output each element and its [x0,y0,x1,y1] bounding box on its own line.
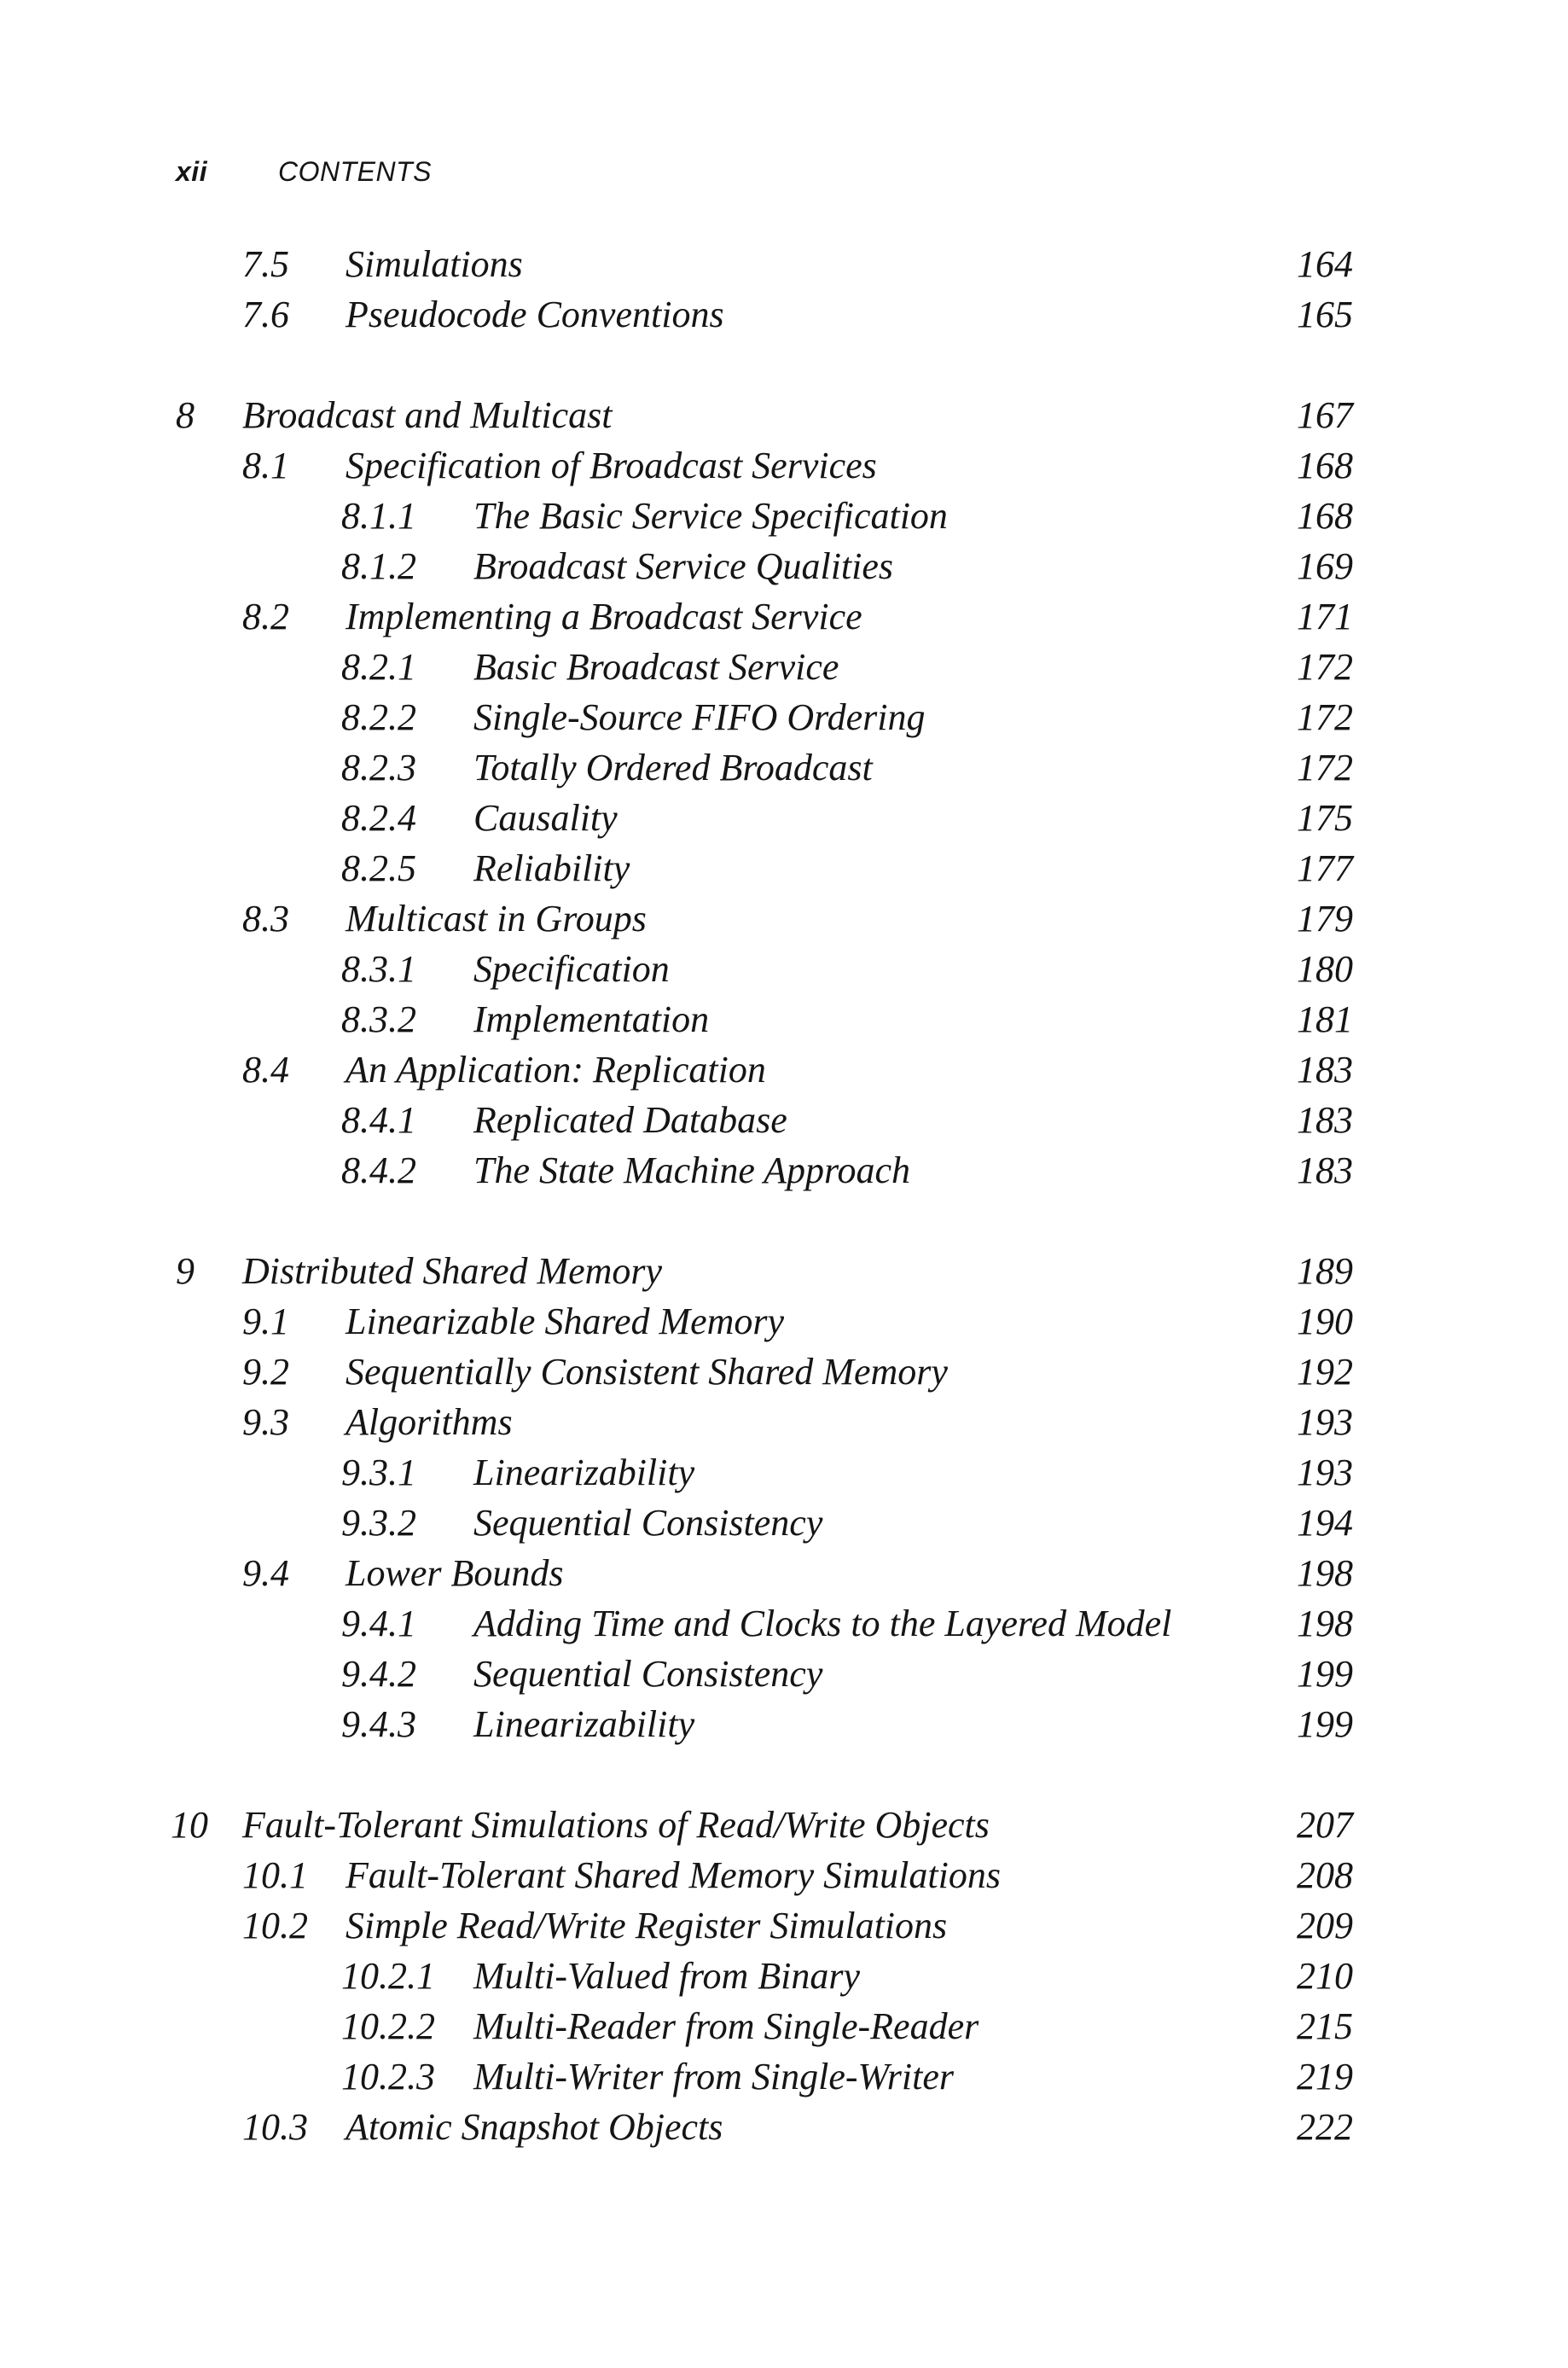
toc-entry-number: 10.2 [242,1905,308,1946]
toc-entry-title: Sequential Consistency [473,1502,823,1544]
toc-entry-number: 8.2.5 [341,847,416,889]
page-folio: xii [176,156,208,187]
toc-entry-page-number: 177 [1297,847,1353,889]
toc-entry-page-number: 219 [1297,2056,1353,2097]
toc-entry-page-number: 194 [1297,1502,1353,1544]
toc-chapter-entry [0,1800,1568,1850]
toc-entry-page-number: 165 [1297,294,1353,335]
toc-subsection-entry [0,1951,1568,2001]
toc-entry-number: 9.4.3 [341,1703,416,1745]
toc-chapter-entry [0,1246,1568,1296]
toc-entry-page-number: 222 [1297,2106,1353,2148]
toc-entry-title: Sequential Consistency [473,1653,823,1695]
toc-subsection-entry [0,944,1568,994]
toc-section-entry [0,2102,1568,2152]
toc-entry-title: Atomic Snapshot Objects [346,2106,723,2148]
toc-entry-page-number: 210 [1297,1955,1353,1997]
toc-entry-number: 8.3.1 [341,948,416,990]
table-of-contents [0,239,1568,2152]
toc-section-entry [0,1347,1568,1397]
toc-entry-page-number: 189 [1297,1250,1353,1292]
toc-subsection-entry [0,1598,1568,1649]
toc-section-entry [0,440,1568,491]
toc-entry-title: Fault-Tolerant Shared Memory Simulations [346,1854,1001,1896]
toc-entry-page-number: 168 [1297,445,1353,486]
toc-entry-number: 8.2.1 [341,646,416,688]
toc-entry-title: Implementing a Broadcast Service [346,596,862,637]
toc-entry-title: Totally Ordered Broadcast [473,747,873,788]
toc-entry-number: 9.2 [242,1351,289,1393]
toc-entry-page-number: 183 [1297,1049,1353,1091]
toc-section-entry [0,1044,1568,1095]
toc-entry-title: Reliability [473,847,630,889]
toc-entry-number: 9.1 [242,1300,289,1342]
toc-subsection-entry [0,1095,1568,1145]
toc-entry-title: Adding Time and Clocks to the Layered Model [473,1603,1172,1644]
toc-entry-title: Multi-Valued from Binary [473,1955,860,1997]
toc-entry-page-number: 199 [1297,1653,1353,1695]
toc-entry-title: Simple Read/Write Register Simulations [346,1905,948,1946]
toc-entry-title: Replicated Database [473,1099,787,1141]
toc-entry-number: 10.1 [242,1854,308,1896]
toc-section-entry [0,239,1568,289]
toc-entry-title: Implementation [473,998,710,1040]
toc-entry-title: Broadcast Service Qualities [473,545,894,587]
toc-entry-number: 8.4.1 [341,1099,416,1141]
toc-entry-page-number: 198 [1297,1552,1353,1594]
toc-entry-number: 8 [176,394,195,436]
toc-subsection-entry [0,692,1568,742]
toc-entry-number: 9 [176,1250,195,1292]
toc-entry-page-number: 198 [1297,1603,1353,1644]
toc-entry-page-number: 172 [1297,696,1353,738]
toc-entry-page-number: 193 [1297,1452,1353,1493]
toc-entry-number: 8.3 [242,898,289,940]
toc-chapter-entry [0,390,1568,440]
toc-entry-number: 8.2 [242,596,289,637]
toc-entry-title: Linearizability [473,1703,695,1745]
toc-entry-number: 9.4 [242,1552,289,1594]
toc-subsection-entry [0,843,1568,893]
toc-entry-page-number: 192 [1297,1351,1353,1393]
toc-entry-number: 8.2.3 [341,747,416,788]
toc-entry-title: Linearizability [473,1452,695,1493]
toc-entry-page-number: 207 [1297,1804,1353,1846]
toc-entry-number: 10.2.3 [341,2056,435,2097]
toc-subsection-entry [0,2051,1568,2102]
toc-entry-page-number: 172 [1297,747,1353,788]
toc-section-entry [0,1397,1568,1447]
toc-entry-title: Linearizable Shared Memory [346,1300,785,1342]
toc-entry-number: 9.4.2 [341,1653,416,1695]
toc-entry-title: Multi-Reader from Single-Reader [473,2005,979,2047]
toc-entry-number: 8.2.4 [341,797,416,839]
toc-entry-title: Algorithms [346,1401,513,1443]
toc-entry-page-number: 171 [1297,596,1353,637]
toc-subsection-entry [0,1649,1568,1699]
toc-entry-title: The State Machine Approach [473,1149,911,1191]
toc-entry-number: 8.1 [242,445,289,486]
toc-entry-title: Fault-Tolerant Simulations of Read/Write Objects [242,1804,990,1846]
toc-section-entry [0,591,1568,642]
toc-entry-title: Specification [473,948,670,990]
toc-entry-page-number: 183 [1297,1149,1353,1191]
toc-subsection-entry [0,1498,1568,1548]
toc-subsection-entry [0,491,1568,541]
toc-entry-number: 7.5 [242,243,289,285]
toc-entry-title: Pseudocode Conventions [346,294,724,335]
toc-entry-number: 10.3 [242,2106,308,2148]
toc-subsection-entry [0,642,1568,692]
toc-entry-title: Specification of Broadcast Services [346,445,877,486]
toc-entry-title: Single-Source FIFO Ordering [473,696,926,738]
toc-entry-number: 8.1.2 [341,545,416,587]
toc-entry-number: 8.3.2 [341,998,416,1040]
toc-entry-page-number: 164 [1297,243,1353,285]
toc-entry-title: Distributed Shared Memory [242,1250,663,1292]
toc-entry-title: Lower Bounds [346,1552,564,1594]
toc-entry-title: Causality [473,797,618,839]
toc-entry-title: The Basic Service Specification [473,495,948,537]
toc-subsection-entry [0,742,1568,793]
toc-entry-title: Broadcast and Multicast [242,394,613,436]
toc-entry-page-number: 183 [1297,1099,1353,1141]
toc-entry-number: 9.4.1 [341,1603,416,1644]
running-header [176,156,432,199]
toc-subsection-entry [0,1447,1568,1498]
toc-entry-page-number: 179 [1297,898,1353,940]
toc-subsection-entry [0,2001,1568,2051]
toc-subsection-entry [0,541,1568,591]
toc-entry-number: 8.4 [242,1049,289,1091]
toc-entry-title: Sequentially Consistent Shared Memory [346,1351,948,1393]
toc-entry-title: Basic Broadcast Service [473,646,839,688]
toc-entry-title: Multicast in Groups [346,898,647,940]
toc-subsection-entry [0,793,1568,843]
toc-entry-page-number: 209 [1297,1905,1353,1946]
toc-subsection-entry [0,1699,1568,1749]
toc-entry-number: 10.2.1 [341,1955,435,1997]
toc-entry-number: 8.1.1 [341,495,416,537]
toc-entry-page-number: 193 [1297,1401,1353,1443]
toc-entry-number: 8.4.2 [341,1149,416,1191]
toc-section-entry [0,893,1568,944]
toc-entry-title: Simulations [346,243,523,285]
toc-subsection-entry [0,1145,1568,1196]
toc-entry-number: 7.6 [242,294,289,335]
toc-subsection-entry [0,994,1568,1044]
toc-entry-page-number: 172 [1297,646,1353,688]
toc-entry-number: 10.2.2 [341,2005,435,2047]
toc-section-entry [0,289,1568,340]
toc-entry-title: Multi-Writer from Single-Writer [473,2056,954,2097]
toc-entry-page-number: 168 [1297,495,1353,537]
toc-section-entry [0,1296,1568,1347]
toc-entry-page-number: 175 [1297,797,1353,839]
toc-entry-page-number: 199 [1297,1703,1353,1745]
toc-section-entry [0,1548,1568,1598]
toc-section-entry [0,1850,1568,1900]
toc-entry-page-number: 181 [1297,998,1353,1040]
toc-entry-page-number: 180 [1297,948,1353,990]
toc-entry-page-number: 215 [1297,2005,1353,2047]
toc-entry-number: 9.3.1 [341,1452,416,1493]
toc-entry-page-number: 208 [1297,1854,1353,1896]
toc-entry-number: 9.3 [242,1401,289,1443]
toc-entry-number: 10 [171,1804,208,1846]
toc-entry-page-number: 167 [1297,394,1353,436]
toc-entry-title: An Application: Replication [346,1049,766,1091]
running-title: CONTENTS [278,156,432,187]
toc-entry-number: 9.3.2 [341,1502,416,1544]
toc-entry-page-number: 190 [1297,1300,1353,1342]
toc-entry-number: 8.2.2 [341,696,416,738]
toc-entry-page-number: 169 [1297,545,1353,587]
toc-section-entry [0,1900,1568,1951]
